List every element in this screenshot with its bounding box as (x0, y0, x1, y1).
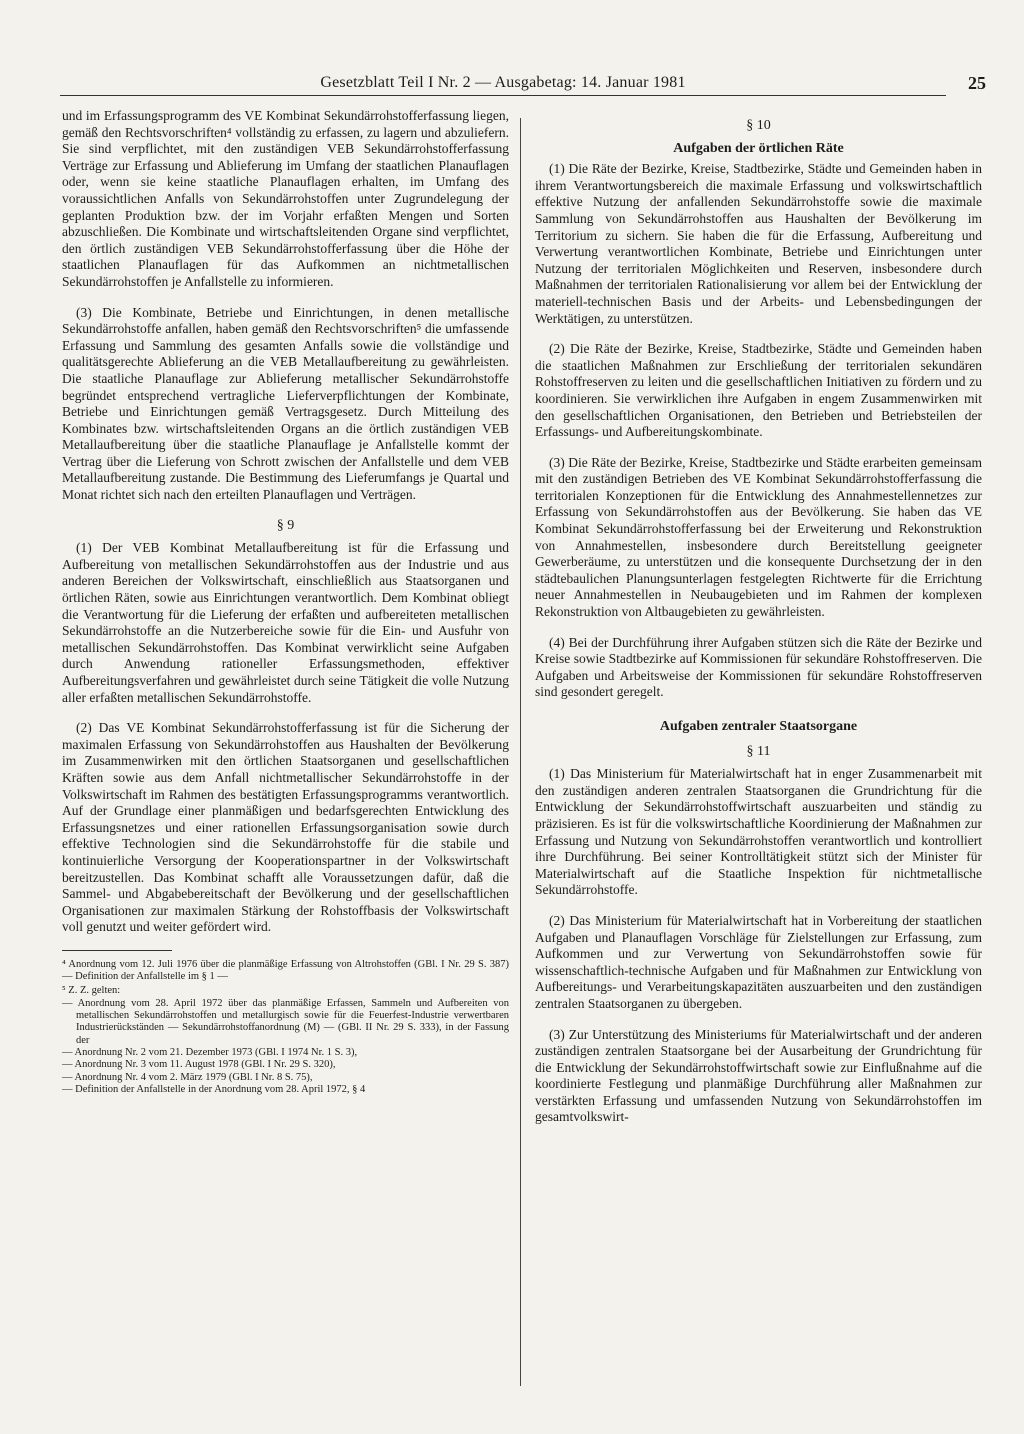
paragraph-10-3: (3) Die Räte der Bezirke, Kreise, Stadtbezirke und Städte erarbeiten gemeinsam mit den zuständigen Betrieben des VE Kombinat Sekundärrohstofferfassung die territorialen Konzeptionen für die Entwicklung des Annahmestellennetzes zur Erfassung von Sekundärrohstoffen aus der Bevölkerung. Sie haben das VE Kombinat Sekundärrohstofferfassung bei der Erweiterung und Rekonstruktion von Annahmestellen, insbesondere durch Bereitstellung geeigneter Gewerberäume, zu unterstützen und die konsequente Durchsetzung der in den städtebaulichen Planungsunterlagen festgelegten Richtwerte für die Errichtung neuer Annahmestellen in Neubaugebieten und im Rahmen der komplexen Rekonstruktion von Altbaugebieten zu gewährleisten. (535, 454, 982, 620)
paragraph-continuation: und im Erfassungsprogramm des VE Kombinat Sekundärrohstofferfassung liegen, gemäß den Rechtsvorschriften⁴ vollständig zu erfassen, zu lagern und abzuliefern. Sie sind verpflichtet, mit den zuständigen VEB Sekundärrohstofferfassung Verträge zur Erfassung und Ablieferung im Umfang der staatlichen Planauflagen oder, wenn sie keine staatliche Planauflagen erhalten, im Umfang des voraussichtlichen Anfalls von Sekundärrohstoffen unter Zugrundelegung der geplanten Produktion bzw. der im Vorjahr erfaßten Mengen und Sorten abzuschließen. Die Kombinate und wirtschaftsleitenden Organe sind verpflichtet, den örtlich zuständigen VEB Sekundärrohstofferfassung über die Höhe der staatlichen Planauflagen für das Aufkommen an nichtmetallischen Sekundärrohstoffen je Anfallstelle zu informieren. (62, 108, 509, 289)
paragraph-8-3: (3) Die Kombinate, Betriebe und Einrichtungen, in denen metallische Sekundärrohstoffe anfallen, haben gemäß den Rechtsvorschriften⁵ die umfassende Erfassung und Sammlung des gesamten Anfalls sowie die vollständige und qualitätsgerechte Ablieferung an die VEB Metallaufbereitung zu gewährleisten. Die staatliche Planauflage zur Ablieferung metallischer Sekundärrohstoffe begründet entsprechend vertragliche Lieferverpflichtungen der Kombinate, Betriebe und Einrichtungen gemäß Vertragsgesetz. Durch Mitteilung des Kombinates bzw. wirtschaftsleitenden Organs an die örtlich zuständigen VEB Metallaufbereitung über die staatliche Planauflage je Anfallstelle kommt der Vertrag über die Lieferung von Schrott zwischen der Anfallstelle und dem VEB Metallaufbereitung zustande. Die Bestimmung des Lieferumfangs je Quartal und Monat richtet sich nach den erteilten Planauflagen und Verträgen. (62, 304, 509, 503)
section-11-heading: § 11 (746, 743, 771, 759)
footnote-5-item: — Anordnung Nr. 4 vom 2. März 1979 (GBl. I Nr. 8 S. 75), (62, 1071, 313, 1083)
paragraph-11-2: (2) Das Ministerium für Materialwirtschaft hat in Vorbereitung der staatlichen Aufgaben und Planauflagen Vorschläge für Zielstellungen zur Erfassung, zum Aufkommen und zur Verwertung von Sekundärrohstoffen sowie für wissenschaftlich-technische Aufgaben und für Maßnahmen zur Entwicklung von Aufbereitungs- und Verarbeitungskapazitäten auszuarbeiten und den zuständigen zentralen Staatsorganen zu übergeben. (535, 912, 982, 1011)
header-title: Gesetzblatt Teil I Nr. 2 — Ausgabetag: 14. Januar 1981 (320, 74, 686, 91)
paragraph-10-2: (2) Die Räte der Bezirke, Kreise, Stadtbezirke, Städte und Gemeinden haben die staatlichen Maßnahmen zur Erschließung der territorialen sekundären Rohstoffreserven zu leiten und die gesellschaftlichen Initiativen zu fördern und zu koordinieren. Sie verwirklichen ihre Aufgaben in engem Zusammenwirken mit den gesellschaftlichen Organisationen, den Betrieben und Betriebsteilen der Erfassungs- und Aufbereitungskombinate. (535, 341, 982, 440)
paragraph-10-1: (1) Die Räte der Bezirke, Kreise, Stadtbezirke, Städte und Gemeinden haben in ihrem Verantwortungsbereich die maximale Erfassung und volkswirtschaftlich effektive Nutzung der anfallenden Sekundärrohstoffe sowie die maximale Sammlung von Sekundärrohstoffen aus Haushalten der Bevölkerung im Territorium zu sichern. Sie haben die für die Erfassung, Aufbereitung und Verwertung verantwortlichen Kombinate, Betriebe und Einrichtungen unter Nutzung der territorialen Möglichkeiten und Reserven, insbesondere durch Maßnahmen der territorialen Rationalisierung vor allem bei der Entwicklung der materiell-technischen Basis und der Arbeits- und Lebensbedingungen der Werktätigen, zu unterstützen. (535, 161, 982, 326)
footnote-5-item: — Anordnung Nr. 2 vom 21. Dezember 1973 (GBl. I 1974 Nr. 1 S. 3), (62, 1046, 358, 1058)
page-header (60, 74, 986, 104)
paragraph-10-4: (4) Bei der Durchführung ihrer Aufgaben stützen sich die Räte der Bezirke und Kreise sowie Stadtbezirke auf Kommissionen für sekundäre Rohstoffreserven. Die Aufgaben und Arbeitsweise der Kommissionen für sekundäre Rohstoffreserven sind gesondert geregelt. (535, 634, 982, 700)
paragraph-11-1: (1) Das Ministerium für Materialwirtschaft hat in enger Zusammenarbeit mit den zuständigen anderen zentralen Staatsorganen die Grundrichtung für die Entwicklung der Sekundärrohstoffwirtschaft auszuarbeiten und ständig zu präzisieren. Es ist für die volkswirtschaftliche Koordinierung der Maßnahmen zur Erfassung und Nutzung von Sekundärrohstoffen verantwortlich und kontrolliert ihre Durchführung. Bei seiner Kontrolltätigkeit stützt sich der Minister für Materialwirtschaft auf die Staatliche Inspektion für nichtmetallische Sekundärrohstoffe. (535, 766, 982, 898)
paragraph-11-3: (3) Zur Unterstützung des Ministeriums für Materialwirtschaft und der anderen zuständigen zentralen Staatsorgane bei der Ausarbeitung der Grundrichtung für die Entwicklung der Sekundärrohstoffwirtschaft sowie zur Einflußnahme auf die koordinierte Festlegung und planmäßige Durchführung aller Maßnahmen zur verstärkten Erfassung und umfassenden Nutzung von Sekundärrohstoffen im gesamtvolkswirt- (535, 1026, 982, 1125)
paragraph-9-1: (1) Der VEB Kombinat Metallaufbereitung ist für die Erfassung und Aufbereitung von metallischen Sekundärrohstoffen aus der Industrie und aus anderen Bereichen der Volkswirtschaft, einschließlich aus Staatsorganen und örtlichen Räten, sowie aus Einrichtungen verantwortlich. Dem Kombinat obliegt die Verantwortung für die Lieferung der erfaßten und aufbereiteten metallischen Sekundärrohstoffe an die Nutzerbereiche sowie für die Ein- und Ausfuhr von metallischen Sekundärrohstoffen. Das Kombinat verwirklicht seine Aufgaben durch Anwendung rationeller Erfassungsmethoden, effektiver Aufbereitungsverfahren und gewährleistet durch seine Tätigkeit die volle Nutzung aller erfaßten metallischen Sekundärrohstoffe. (62, 540, 509, 705)
footnotes (62, 959, 509, 1096)
page-number: 25 (968, 73, 986, 93)
footnote-5: ⁵ Z. Z. gelten: (62, 984, 121, 996)
footnote-5-item: — Definition der Anfallstelle in der Anordnung vom 28. April 1972, § 4 (62, 1083, 366, 1095)
section-10-title: Aufgaben der örtlichen Räte (673, 140, 844, 156)
footnote-5-item: — Anordnung vom 28. April 1972 über das planmäßige Erfassen, Sammeln und Aufbereiten von metallischen Sekundärrohstoffen und metallurgisch sowie für die Feuerfest-Industrie verwertbaren Industrierückständen — Sekundärrohstoffanordnung (M) — (GBl. II Nr. 29 S. 333), in der Fassung der (62, 997, 509, 1046)
footnote-5-item: — Anordnung Nr. 3 vom 11. August 1978 (GBl. I Nr. 29 S. 320), (62, 1059, 336, 1071)
footnote-4: ⁴ Anordnung vom 12. Juli 1976 über die planmäßige Erfassung von Altrohstoffen (GBl. I Nr. 29 S. 387) — Definition der Anfallstelle im § 1 — (62, 958, 509, 983)
column-divider (520, 118, 521, 1386)
section-10-heading: § 10 (746, 118, 771, 133)
section-9-heading: § 9 (276, 517, 295, 533)
left-column (62, 108, 509, 1096)
header-rule (60, 95, 946, 96)
paragraph-9-2: (2) Das VE Kombinat Sekundärrohstofferfassung ist für die Sicherung der maximalen Erfassung von Sekundärrohstoffen aus Haushalten der Bevölkerung im Zusammenwirken mit den örtlichen Staatsorganen und gesellschaftlichen Kräften sowie aus dem Anfall nichtmetallischer Sekundärrohstoffe in der Volkswirtschaft im Rahmen des bestätigten Erfassungsprogramms verantwortlich. Auf der Grundlage einer planmäßigen und bedarfsgerechten Entwicklung des Erfassungsnetzes und einer rationellen Erfassungsorganisation sowie durch effektive Technologien sind die Sekundärrohstoffe für die stabile und kontinuierliche Versorgung der Kooperationspartner in der Volkswirtschaft bereitzustellen. Das Kombinat schafft alle Voraussetzungen dafür, daß die Sammel- und Abgabebereitschaft der Bevölkerung und der gesellschaftlichen Organisationen zur maximalen Stärkung der Rohstoffbasis der Volkswirtschaft voll genutzt und weiter gefördert wird. (62, 720, 509, 935)
footnote-rule (62, 950, 172, 951)
central-organs-title: Aufgaben zentraler Staatsorgane (659, 719, 858, 734)
right-column (535, 108, 982, 1140)
